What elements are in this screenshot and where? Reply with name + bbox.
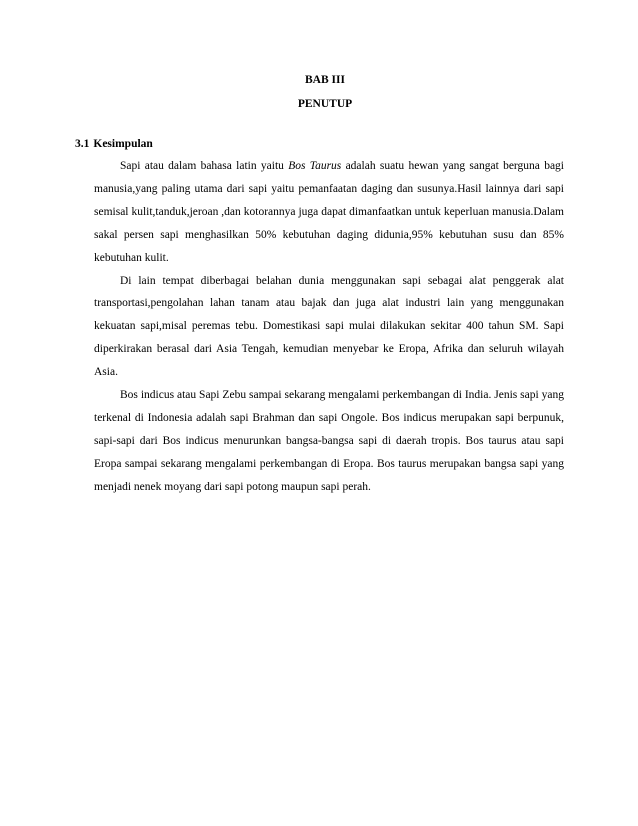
paragraph-1-text-start: Sapi atau dalam bahasa latin yaitu [120,160,289,172]
section-title: Kesimpulan [93,138,153,150]
section-heading [75,138,153,150]
chapter-number: BAB III [305,74,345,86]
paragraph-3: Bos indicus atau Sapi Zebu sampai sekarang mengalami perkembangan di India. Jenis sapi yang terkenal di Indonesia adalah sapi Brahman dan sapi Ongole. Bos indicus merupakan sapi berpunuk, sapi-sapi dari Bos indicus menurunkan bangsa-bangsa sapi di daerah tropis. Bos taurus atau sapi Eropa sampai sekarang mengalami perkembangan di Eropa. Bos taurus merupakan bangsa sapi yang menjadi nenek moyang dari sapi potong maupun sapi perah. [94,389,564,493]
chapter-title: PENUTUP [297,98,353,110]
paragraph-2: Di lain tempat diberbagai belahan dunia menggunakan sapi sebagai alat penggerak alat transportasi,pengolahan lahan tanam atau bajak dan juga alat industri lain yang menggunakan kekuatan sapi,misal peremas tebu. Domestikasi sapi mulai dilakukan sekitar 400 tahun SM. Sapi diperkirakan berasal dari Asia Tengah, kemudian menyebar ke Eropa, Afrika dan seluruh wilayah Asia. [94,274,564,379]
paragraph-1 [94,155,564,270]
paragraph-1-text-end: adalah suatu hewan yang sangat berguna bagi manusia,yang paling utama dari sapi yaitu pemanfaatan daging dan susunya.Hasil lainnya dari sapi semisal kulit,tanduk,jeroan ,dan kotorannya juga dapat dimanfaatkan untuk keperluan manusia.Dalam sakal persen sapi menghasilkan 50% kebutuhan daging didunia,95% kebutuhan susu dan 85% kebutuhan kulit. [94,160,564,264]
latin-name: Bos Taurus [288,160,342,172]
section-number: 3.1 [75,138,90,150]
body-text [94,155,564,499]
